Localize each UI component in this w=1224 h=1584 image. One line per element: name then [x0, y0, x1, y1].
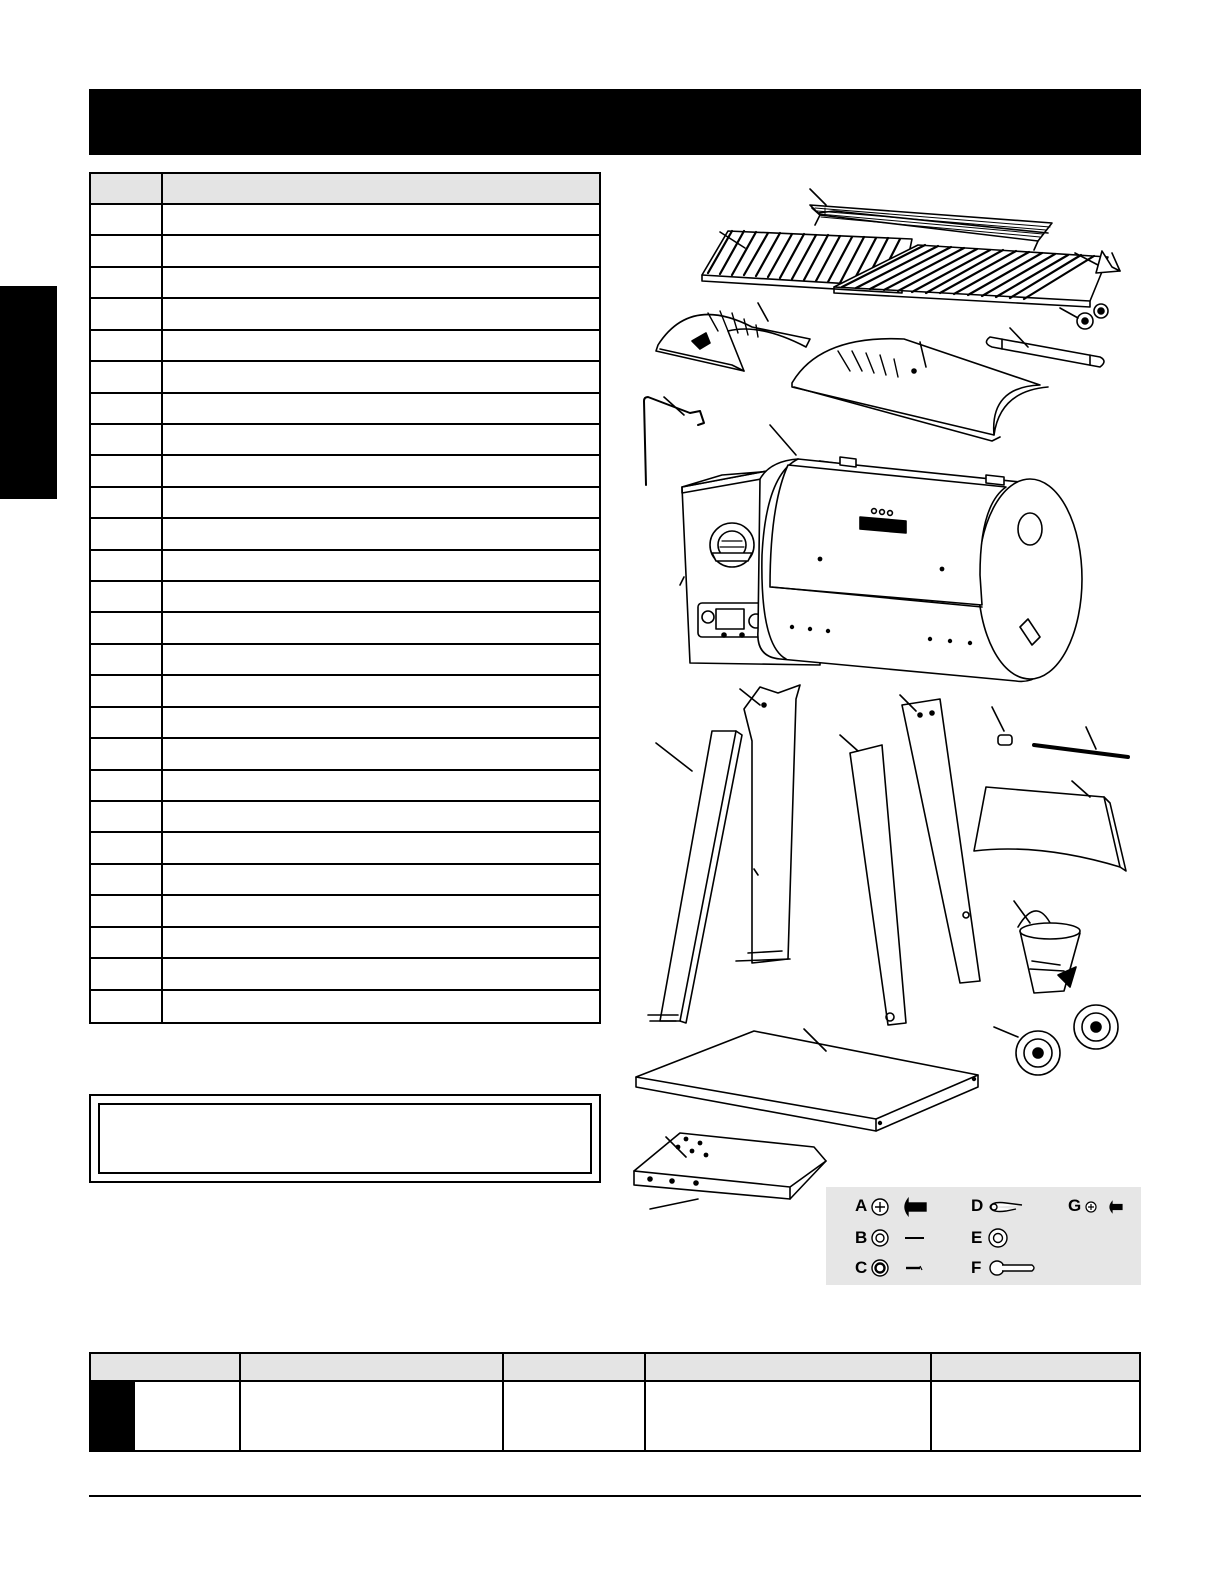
callout-leader — [810, 189, 826, 205]
callout-leader — [840, 735, 858, 751]
specification-table — [89, 1352, 1141, 1452]
table-row — [91, 645, 599, 676]
note-box — [89, 1094, 601, 1183]
heat-baffle-small-part — [656, 311, 810, 371]
clevis-pin-icon — [988, 1257, 1038, 1279]
hardware-label-d: D — [971, 1196, 984, 1215]
side-shelf-part — [634, 1133, 826, 1209]
grill-barrel-part — [680, 457, 1082, 681]
table-row — [91, 205, 599, 236]
table-row — [91, 582, 599, 613]
table-row — [91, 739, 599, 770]
wheel-part — [1016, 1005, 1118, 1075]
callout-leader — [656, 743, 692, 771]
table-row — [91, 614, 599, 645]
callout-leader — [994, 1027, 1018, 1037]
hardware-label-a: A — [855, 1196, 868, 1215]
hardware-label-e: E — [971, 1228, 983, 1247]
note-inner-frame — [98, 1103, 592, 1174]
callout-leader — [758, 303, 768, 321]
footer-rule — [89, 1495, 1141, 1497]
table-row — [91, 676, 599, 707]
front-shelf-part — [974, 787, 1126, 871]
axle-bushing-part — [998, 735, 1012, 745]
bracket-part — [1096, 251, 1120, 273]
callout-leader — [770, 425, 796, 455]
bottom-shelf-part — [636, 1031, 978, 1131]
hardware-panel — [826, 1187, 1141, 1285]
table-row — [91, 425, 599, 456]
table-row — [91, 959, 599, 990]
flat-washer-pin-icon — [870, 1227, 930, 1249]
temperature-probe-part — [644, 397, 704, 485]
table-row — [91, 519, 599, 550]
spec-divider — [644, 1354, 646, 1450]
callout-leader — [1086, 727, 1096, 749]
hardware-label-c: C — [855, 1258, 868, 1277]
nut-part — [1077, 304, 1108, 329]
table-row — [91, 268, 599, 299]
table-row — [91, 488, 599, 519]
spec-row-marker — [91, 1382, 135, 1450]
grease-bucket-part — [1018, 911, 1080, 993]
table-row — [91, 865, 599, 896]
table-row — [91, 299, 599, 330]
leg-rear-left-part — [736, 685, 800, 963]
section-side-tab — [0, 286, 57, 499]
table-row — [91, 928, 599, 959]
spec-table-header — [91, 1354, 1139, 1382]
washer-icon — [986, 1227, 1010, 1249]
cotter-pin-icon — [986, 1199, 1026, 1215]
hardware-label-g: G — [1068, 1196, 1082, 1215]
table-row — [91, 394, 599, 425]
table-row — [91, 771, 599, 802]
table-row — [91, 802, 599, 833]
lock-washer-screw-icon — [870, 1257, 930, 1279]
callout-leader — [992, 707, 1004, 731]
parts-list-table — [89, 172, 601, 1024]
table-row — [91, 833, 599, 864]
machine-screw-large-icon — [870, 1197, 930, 1217]
leg-rear-right-part — [902, 699, 980, 983]
spec-divider — [930, 1354, 932, 1450]
table-row — [91, 896, 599, 927]
table-row — [91, 362, 599, 393]
parts-table-header — [91, 174, 599, 205]
machine-screw-small-icon — [1084, 1199, 1130, 1215]
heat-baffle-long-part — [792, 339, 1048, 441]
callout-leader — [1060, 308, 1078, 318]
table-row — [91, 236, 599, 267]
hardware-label-b: B — [855, 1228, 868, 1247]
leg-front-right-part — [850, 745, 906, 1025]
spec-divider — [239, 1354, 241, 1450]
table-row — [91, 991, 599, 1022]
axle-part — [1034, 745, 1128, 757]
lid-handle-part — [986, 337, 1104, 367]
hardware-label-f: F — [971, 1258, 982, 1277]
table-row — [91, 551, 599, 582]
table-row — [91, 708, 599, 739]
callout-leader — [664, 397, 684, 415]
table-row — [91, 331, 599, 362]
exploded-parts-diagram — [620, 175, 1140, 1225]
spec-divider — [502, 1354, 504, 1450]
table-row — [91, 456, 599, 487]
leg-front-left-part — [648, 731, 742, 1023]
page-title-bar — [89, 89, 1141, 155]
